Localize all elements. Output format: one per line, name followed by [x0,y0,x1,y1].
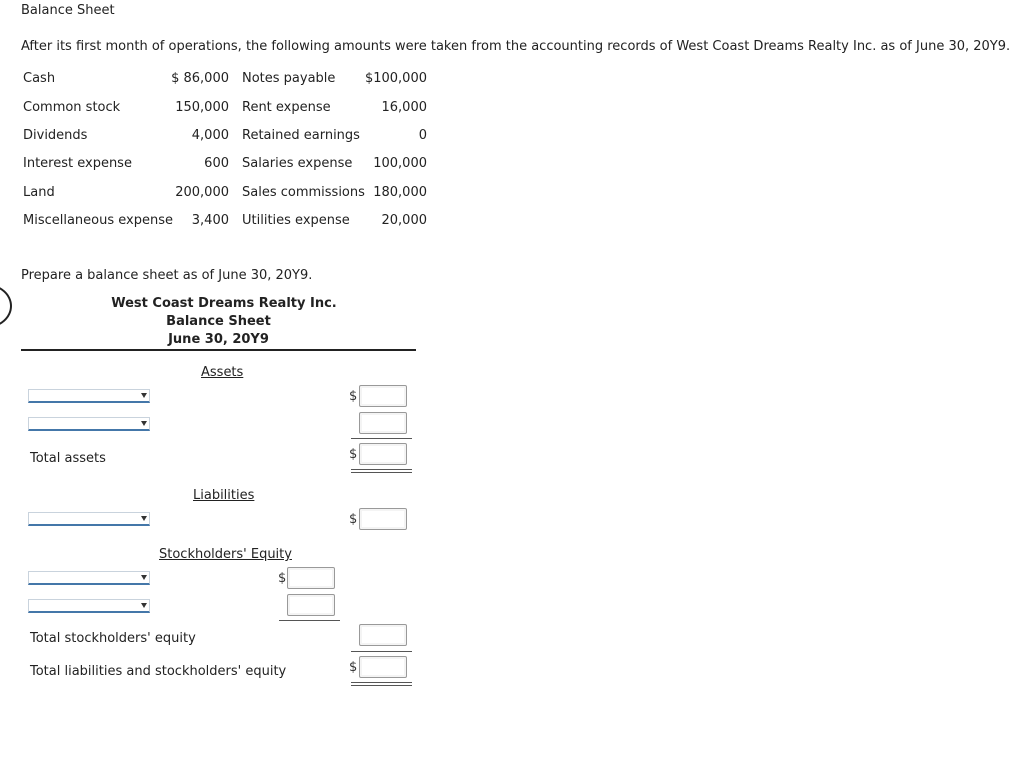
account-label: Interest expense [23,156,132,171]
liability-account-select[interactable] [28,512,150,526]
chevron-down-icon [141,393,147,398]
assets-heading: Assets [201,365,244,380]
account-amount: 3,400 [191,213,229,228]
account-label: Salaries expense [242,156,353,171]
currency-symbol: $ [349,660,358,675]
liabilities-heading: Liabilities [193,488,255,503]
header-divider [21,349,416,351]
statement-title: Balance Sheet [166,314,271,329]
total-assets-label: Total assets [30,451,106,466]
company-name: West Coast Dreams Realty Inc. [111,296,337,311]
subtotal-rule [351,651,412,652]
account-amount: 0 [418,128,427,143]
chevron-down-icon [141,603,147,608]
currency-symbol: $ [349,512,358,527]
account-amount: 20,000 [381,213,427,228]
asset-account-select-2[interactable] [28,417,150,431]
total-equity-label: Total stockholders' equity [30,631,196,646]
account-amount: 150,000 [175,100,229,115]
intro-text: After its first month of operations, the following amounts were taken from the accounting records of West Coast Dreams Realty Inc. as of June 30, 20Y9. [21,39,1011,54]
prompt-text: Prepare a balance sheet as of June 30, 20Y9. [21,268,313,283]
total-liab-equity-label: Total liabilities and stockholders' equity [30,664,287,679]
currency-symbol: $ [349,447,358,462]
total-double-rule [351,682,412,686]
account-label: Notes payable [242,71,336,86]
subtotal-rule [279,620,340,621]
account-label: Rent expense [242,100,331,115]
equity-account-select-2[interactable] [28,599,150,613]
equity-heading: Stockholders' Equity [159,547,292,562]
account-amount: $100,000 [364,71,427,86]
chevron-down-icon [141,516,147,521]
account-amount: 4,000 [191,128,229,143]
account-amount: 16,000 [381,100,427,115]
account-amount: 180,000 [373,185,427,200]
asset-amount-input-2[interactable] [359,412,407,434]
account-amount: $ 86,000 [171,71,229,86]
step-indicator-circle [0,284,12,328]
asset-account-select-1[interactable] [28,389,150,403]
currency-symbol: $ [278,571,287,586]
equity-amount-input-1[interactable] [287,567,335,589]
equity-account-select-1[interactable] [28,571,150,585]
currency-symbol: $ [349,389,358,404]
account-label: Miscellaneous expense [23,213,173,228]
chevron-down-icon [141,421,147,426]
chevron-down-icon [141,575,147,580]
page-header: Balance Sheet [21,3,115,18]
account-label: Cash [23,71,56,86]
account-label: Utilities expense [242,213,350,228]
total-assets-input[interactable] [359,443,407,465]
statement-date: June 30, 20Y9 [168,332,269,347]
account-label: Sales commissions [242,185,365,200]
account-label: Common stock [23,100,121,115]
asset-amount-input-1[interactable] [359,385,407,407]
account-label: Retained earnings [242,128,360,143]
subtotal-rule [351,438,412,439]
total-double-rule [351,469,412,473]
total-equity-input[interactable] [359,624,407,646]
equity-amount-input-2[interactable] [287,594,335,616]
liability-amount-input[interactable] [359,508,407,530]
account-label: Land [23,185,55,200]
account-amount: 100,000 [373,156,427,171]
account-amount: 600 [204,156,229,171]
account-amount: 200,000 [175,185,229,200]
account-label: Dividends [23,128,88,143]
total-liab-equity-input[interactable] [359,656,407,678]
